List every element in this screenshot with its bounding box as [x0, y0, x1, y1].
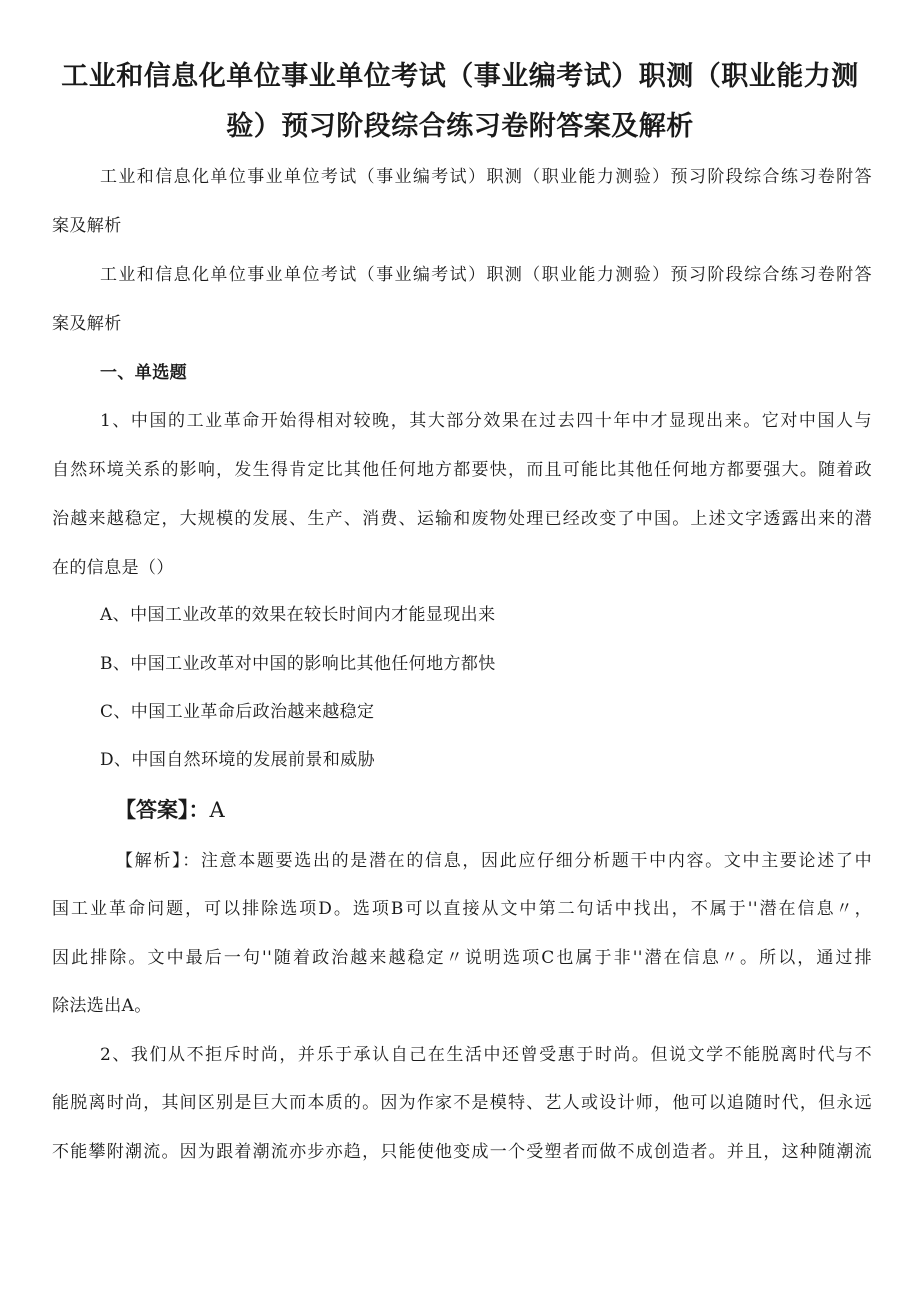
question-1-line-3: 治越来越稳定，大规模的发展、生产、消费、运输和废物处理已经改变了中国。上述文字透露出来的潜: [52, 509, 872, 529]
analysis-line-3: 因此排除。文中最后一句''随着政治越来越稳定〃说明选项C也属于非''潜在信息〃。所以，通过排: [52, 948, 872, 968]
document-title-line-2: 验）预习阶段综合练习卷附答案及解析: [226, 111, 694, 142]
analysis-line-1: 【解析】：注意本题要选出的是潜在的信息，因此应仔细分析题干中内容。文中主要论述了中: [116, 851, 872, 871]
answer-value: A: [209, 798, 225, 822]
intro-paragraph-2-line-2: 案及解析: [52, 314, 122, 334]
answer-label: 【答案】：: [115, 798, 210, 822]
intro-paragraph-1-line-1: 工业和信息化单位事业单位考试（事业编考试）职测（职业能力测验）预习阶段综合练习卷附答: [100, 167, 872, 187]
intro-paragraph-1-line-2: 案及解析: [52, 216, 122, 236]
document-title-line-1: 工业和信息化单位事业单位考试（事业编考试）职测（职业能力测: [61, 61, 859, 92]
question-1-option-b: B、中国工业改革对中国的影响比其他任何地方都快: [100, 654, 496, 674]
question-1-option-c: C、中国工业革命后政治越来越稳定: [100, 702, 375, 722]
section-heading: 一、单选题: [100, 363, 187, 383]
question-2-line-1: 2、我们从不拒斥时尚，并乐于承认自己在生活中还曾受惠于时尚。但说文学不能脱离时代与不: [100, 1045, 872, 1065]
question-1-line-2: 自然环境关系的影响，发生得肯定比其他任何地方都要快，而且可能比其他任何地方都要强大。随着政: [52, 460, 872, 480]
analysis-line-4: 除法选出A。: [52, 996, 152, 1016]
analysis-line-2: 国工业革命问题，可以排除选项D。选项B可以直接从文中第二句话中找出，不属于''潜在信息〃，: [52, 899, 872, 919]
question-2-line-2: 能脱离时尚，其间区别是巨大而本质的。因为作家不是模特、艺人或设计师，他可以追随时代，但永远: [52, 1093, 872, 1113]
question-1-option-a: A、中国工业改革的效果在较长时间内才能显现出来: [100, 605, 496, 625]
intro-paragraph-2-line-1: 工业和信息化单位事业单位考试（事业编考试）职测（职业能力测验）预习阶段综合练习卷附答: [100, 265, 872, 285]
question-1-line-1: 1、中国的工业革命开始得相对较晚，其大部分效果在过去四十年中才显现出来。它对中国人与: [100, 411, 872, 431]
question-2-line-3: 不能攀附潮流。因为跟着潮流亦步亦趋，只能使他变成一个受塑者而做不成创造者。并且，这种随潮流: [52, 1142, 872, 1162]
question-1-line-4: 在的信息是（）: [52, 558, 174, 578]
question-1-option-d: D、中国自然环境的发展前景和威胁: [100, 750, 376, 770]
question-1-answer: [115, 794, 225, 824]
